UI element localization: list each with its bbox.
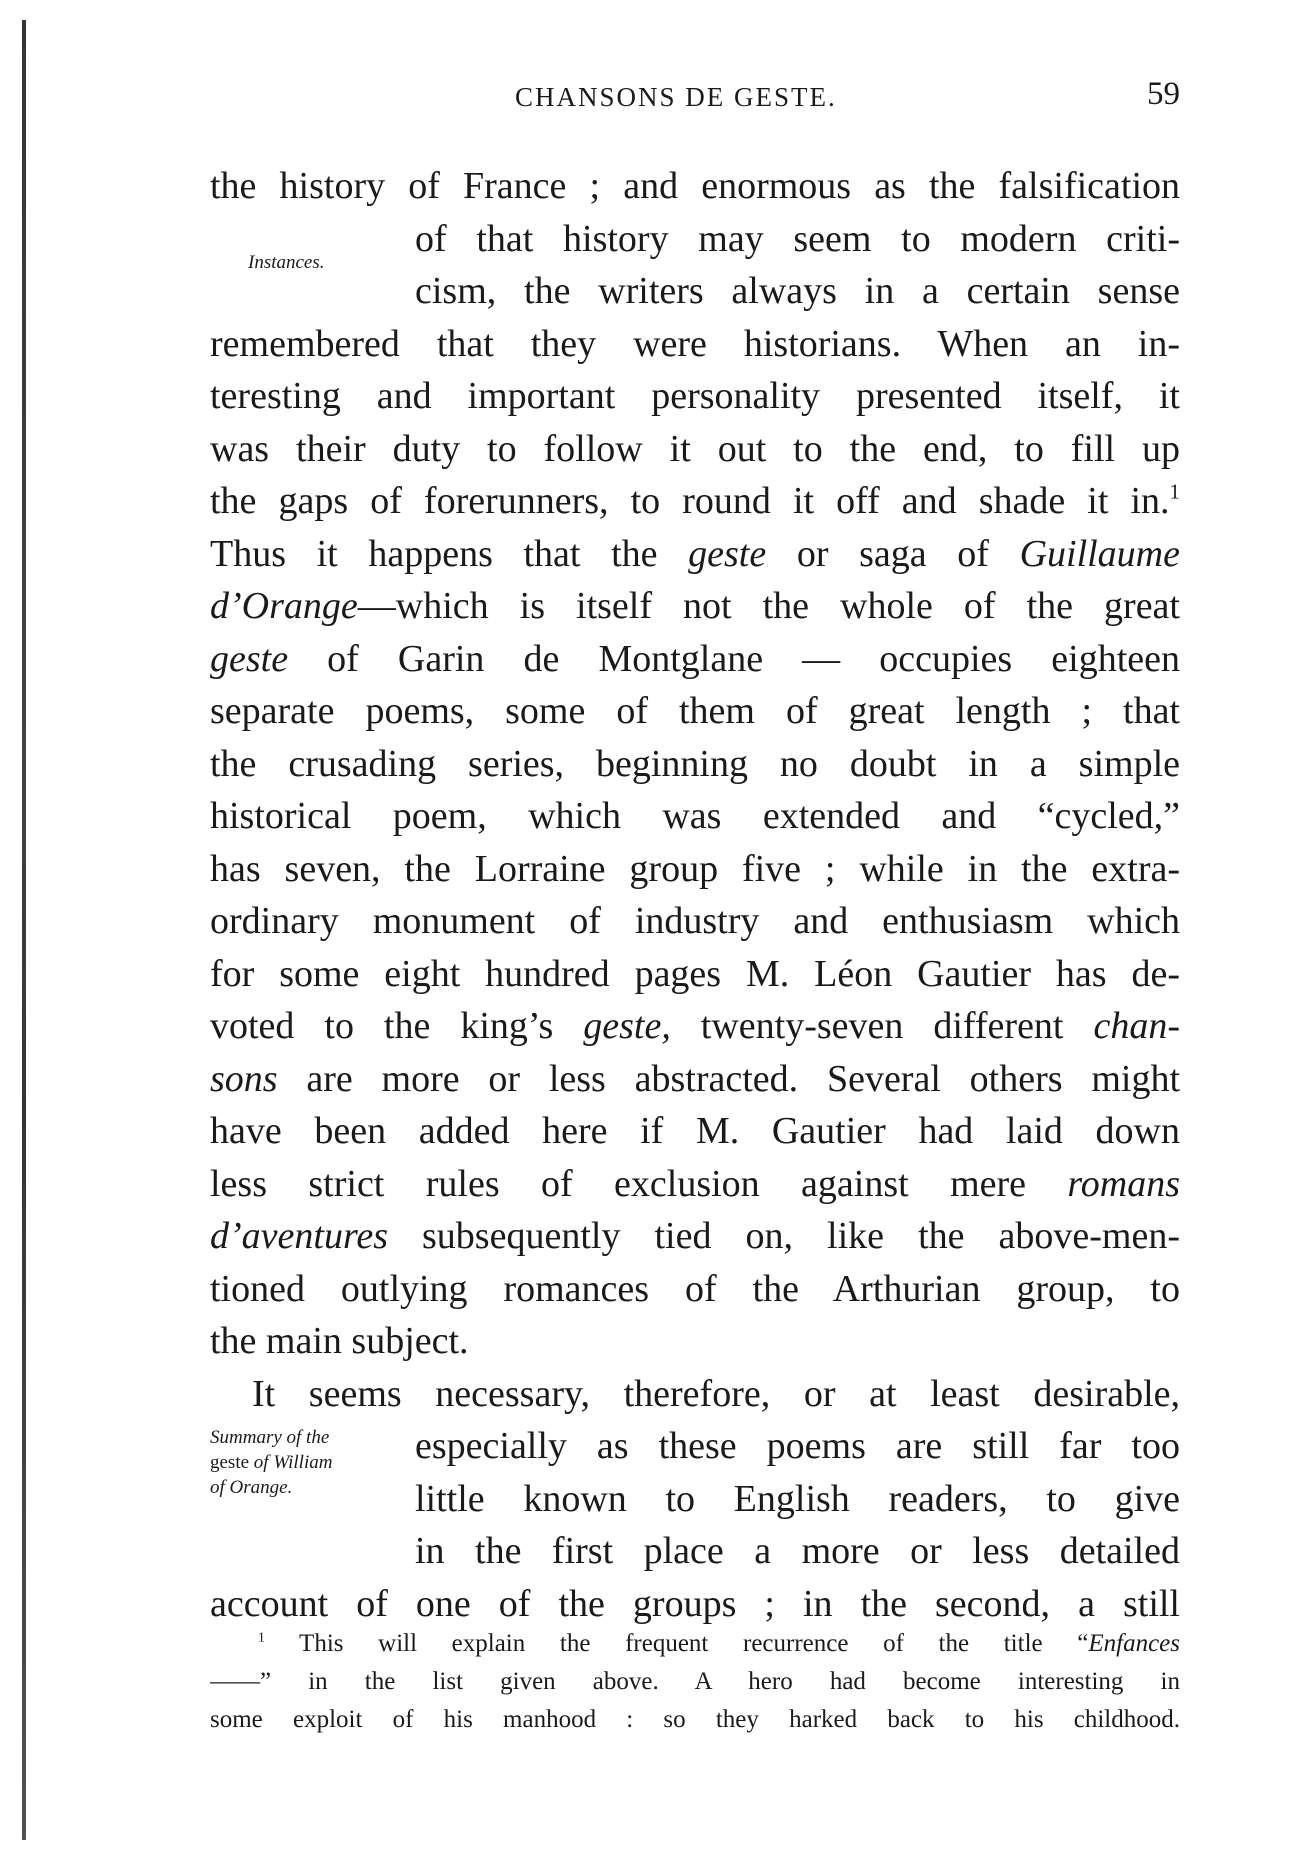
text-line: teresting and important personality presented itself, it xyxy=(210,375,1180,417)
text-line xyxy=(210,1000,1180,1053)
text-span: or saga of xyxy=(766,532,1020,575)
text-line: account of one of the groups ; in the second, a still xyxy=(210,1582,1180,1625)
side-note-summary-line: of Orange. xyxy=(210,1477,293,1498)
footnote-reference: 1 xyxy=(1169,479,1180,504)
text-line: the history of France ; and enormous as the falsification xyxy=(210,165,1180,207)
text-line: separate poems, some of them of great length ; that xyxy=(210,690,1180,732)
text-span: —which is itself not the whole of the great xyxy=(357,585,1180,627)
page-number: 59 xyxy=(1147,76,1180,112)
text-line xyxy=(210,1053,1180,1106)
italic-term: geste xyxy=(210,637,289,680)
footnote-line: some exploit of his manhood : so they harked back to his childhood. xyxy=(210,1706,1180,1733)
text-span: twenty-seven different xyxy=(670,1005,1094,1047)
text-line: in the first place a more or less detailed xyxy=(415,1530,1180,1572)
side-note-summary-text: of William xyxy=(253,1452,333,1473)
running-title: CHANSONS DE GESTE. xyxy=(515,82,837,112)
italic-term: geste xyxy=(688,532,767,575)
italic-term: geste, xyxy=(583,1005,671,1047)
footnote-line xyxy=(210,1625,1180,1663)
page-binding-edge xyxy=(22,20,26,1840)
italic-term: Enfances xyxy=(1088,1630,1180,1657)
text-span: less strict rules of exclusion against mere xyxy=(210,1162,1068,1205)
text-line: was their duty to follow it out to the end, to fill up xyxy=(210,427,1180,470)
text-line: ordinary monument of industry and enthusiasm which xyxy=(210,900,1180,942)
side-note-summary-text: geste xyxy=(210,1452,254,1473)
italic-term: sons xyxy=(210,1057,278,1100)
page-header xyxy=(210,70,1180,120)
text-span: of Garin de Montglane — occupies eighteen xyxy=(288,637,1180,680)
body-text xyxy=(210,160,1180,1630)
text-line xyxy=(210,1158,1180,1211)
text-line: of that history may seem to modern criti- xyxy=(415,217,1180,260)
text-span: subsequently tied on, like the above-men- xyxy=(387,1215,1180,1257)
text-line: It seems necessary, therefore, or at least desirable, xyxy=(252,1372,1180,1415)
text-line: cism, the writers always in a certain sense xyxy=(415,270,1180,312)
text-line: little known to English readers, to give xyxy=(415,1477,1180,1520)
footnote-marker: 1 xyxy=(258,1629,265,1645)
italic-term: Guillaume xyxy=(1019,532,1180,575)
text-span: voted to the king’s xyxy=(210,1005,584,1047)
text-line xyxy=(210,475,1180,528)
text-line: historical poem, which was extended and “cycled,” xyxy=(210,795,1180,837)
side-note-summary-line: Summary of the xyxy=(210,1427,330,1448)
text-line: for some eight hundred pages M. Léon Gautier has de- xyxy=(210,952,1180,995)
text-line: remembered that they were historians. When an in- xyxy=(210,322,1180,365)
text-line: especially as these poems are still far too xyxy=(415,1425,1180,1467)
italic-term: romans xyxy=(1067,1162,1180,1205)
italic-term: d’Orange xyxy=(210,585,358,627)
text-span: are more or less abstracted. Several others might xyxy=(277,1057,1180,1100)
footnote-line: ——” in the list given above. A hero had become interesting in xyxy=(210,1668,1180,1695)
text-span: the gaps of forerunners, to round it off and shade it in. xyxy=(210,480,1170,522)
text-line: the crusading series, beginning no doubt in a simple xyxy=(210,742,1180,785)
side-note-instances-text: Instances. xyxy=(248,252,325,273)
italic-term: chan- xyxy=(1093,1005,1180,1047)
footnote xyxy=(210,1625,1180,1739)
text-span: Thus it happens that the xyxy=(210,532,689,575)
text-line xyxy=(210,528,1180,581)
text-line: tioned outlying romances of the Arthurian group, to xyxy=(210,1267,1180,1310)
italic-term: d’aventures xyxy=(210,1215,388,1257)
text-line: the main subject. xyxy=(210,1320,469,1362)
text-line xyxy=(210,580,1180,633)
text-line: have been added here if M. Gautier had laid down xyxy=(210,1110,1180,1152)
footnote-text: This will explain the frequent recurrence of the title “ xyxy=(264,1630,1089,1657)
text-line xyxy=(210,633,1180,686)
text-line: has seven, the Lorraine group five ; while in the extra- xyxy=(210,847,1180,890)
text-line xyxy=(210,1210,1180,1263)
